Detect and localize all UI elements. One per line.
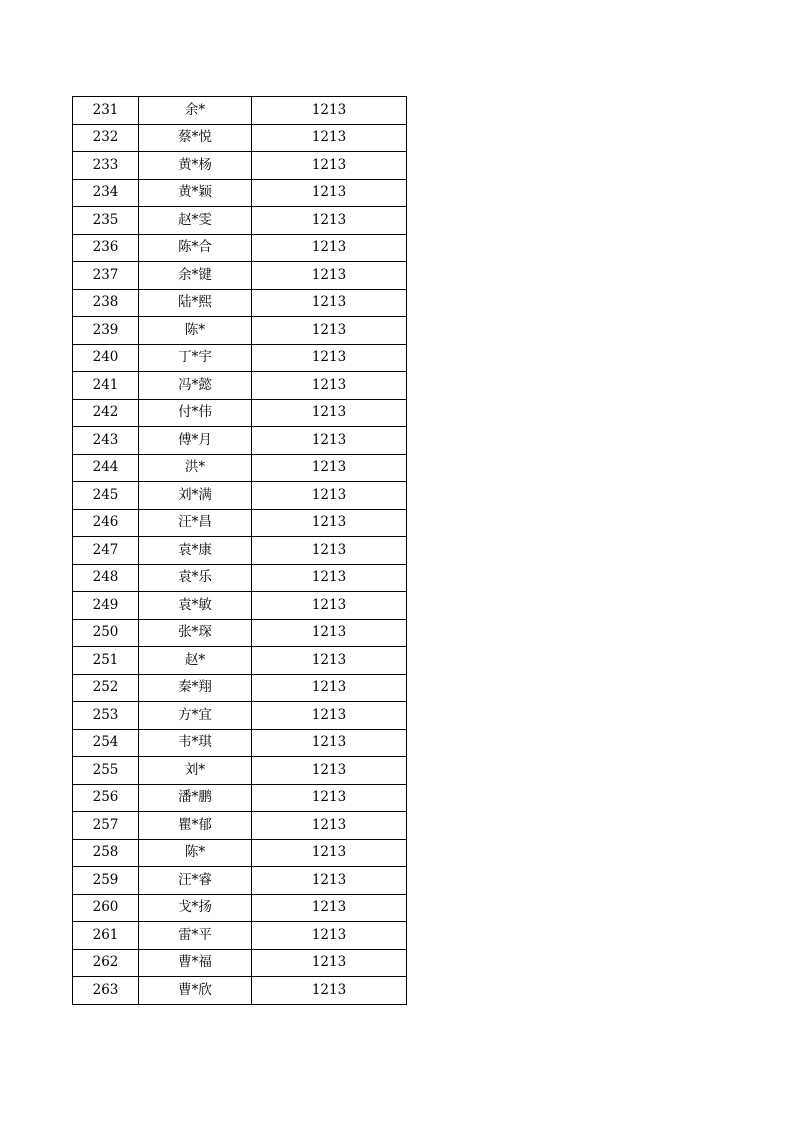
value-cell: 1213 — [252, 647, 407, 675]
name-cell: 陆*熙 — [139, 289, 252, 317]
table-row — [73, 537, 407, 565]
value-cell: 1213 — [252, 207, 407, 235]
row-number-cell: 242 — [73, 399, 139, 427]
value-cell: 1213 — [252, 702, 407, 730]
table-row — [73, 482, 407, 510]
name-cell: 张*琛 — [139, 619, 252, 647]
row-number-cell: 249 — [73, 592, 139, 620]
name-cell: 陈*合 — [139, 234, 252, 262]
value-cell: 1213 — [252, 97, 407, 125]
name-cell: 秦*翔 — [139, 674, 252, 702]
name-cell: 余* — [139, 97, 252, 125]
name-cell: 曹*福 — [139, 949, 252, 977]
value-cell: 1213 — [252, 234, 407, 262]
table-row — [73, 454, 407, 482]
table-row — [73, 702, 407, 730]
value-cell: 1213 — [252, 674, 407, 702]
row-number-cell: 259 — [73, 867, 139, 895]
value-cell: 1213 — [252, 427, 407, 455]
table-row — [73, 977, 407, 1005]
row-number-cell: 254 — [73, 729, 139, 757]
table-row — [73, 839, 407, 867]
row-number-cell: 236 — [73, 234, 139, 262]
table-row — [73, 124, 407, 152]
value-cell: 1213 — [252, 922, 407, 950]
table-row — [73, 922, 407, 950]
value-cell: 1213 — [252, 812, 407, 840]
row-number-cell: 231 — [73, 97, 139, 125]
name-cell: 黄*颖 — [139, 179, 252, 207]
value-cell: 1213 — [252, 179, 407, 207]
value-cell: 1213 — [252, 454, 407, 482]
table-row — [73, 97, 407, 125]
row-number-cell: 245 — [73, 482, 139, 510]
table-row — [73, 427, 407, 455]
table-row — [73, 812, 407, 840]
row-number-cell: 233 — [73, 152, 139, 180]
table-row — [73, 509, 407, 537]
value-cell: 1213 — [252, 757, 407, 785]
value-cell: 1213 — [252, 537, 407, 565]
table-row — [73, 592, 407, 620]
row-number-cell: 252 — [73, 674, 139, 702]
table-row — [73, 344, 407, 372]
table-row — [73, 729, 407, 757]
name-cell: 刘* — [139, 757, 252, 785]
name-cell: 丁*宇 — [139, 344, 252, 372]
table-row — [73, 757, 407, 785]
name-cell: 袁*敏 — [139, 592, 252, 620]
row-number-cell: 239 — [73, 317, 139, 345]
value-cell: 1213 — [252, 564, 407, 592]
row-number-cell: 240 — [73, 344, 139, 372]
table-row — [73, 894, 407, 922]
row-number-cell: 238 — [73, 289, 139, 317]
value-cell: 1213 — [252, 949, 407, 977]
row-number-cell: 246 — [73, 509, 139, 537]
table-row — [73, 564, 407, 592]
name-cell: 戈*扬 — [139, 894, 252, 922]
row-number-cell: 237 — [73, 262, 139, 290]
value-cell: 1213 — [252, 784, 407, 812]
row-number-cell: 256 — [73, 784, 139, 812]
name-cell: 赵* — [139, 647, 252, 675]
row-number-cell: 262 — [73, 949, 139, 977]
row-number-cell: 257 — [73, 812, 139, 840]
row-number-cell: 234 — [73, 179, 139, 207]
name-cell: 陈* — [139, 317, 252, 345]
name-cell: 黄*杨 — [139, 152, 252, 180]
row-number-cell: 250 — [73, 619, 139, 647]
value-cell: 1213 — [252, 262, 407, 290]
value-cell: 1213 — [252, 619, 407, 647]
value-cell: 1213 — [252, 289, 407, 317]
name-cell: 蔡*悦 — [139, 124, 252, 152]
data-table — [72, 96, 407, 1005]
value-cell: 1213 — [252, 592, 407, 620]
name-cell: 瞿*郁 — [139, 812, 252, 840]
name-cell: 汪*睿 — [139, 867, 252, 895]
table-row — [73, 234, 407, 262]
value-cell: 1213 — [252, 509, 407, 537]
value-cell: 1213 — [252, 399, 407, 427]
row-number-cell: 255 — [73, 757, 139, 785]
value-cell: 1213 — [252, 977, 407, 1005]
row-number-cell: 258 — [73, 839, 139, 867]
row-number-cell: 232 — [73, 124, 139, 152]
table-row — [73, 784, 407, 812]
value-cell: 1213 — [252, 372, 407, 400]
row-number-cell: 260 — [73, 894, 139, 922]
name-cell: 韦*琪 — [139, 729, 252, 757]
table-row — [73, 949, 407, 977]
row-number-cell: 251 — [73, 647, 139, 675]
table-row — [73, 262, 407, 290]
name-cell: 陈* — [139, 839, 252, 867]
name-cell: 袁*康 — [139, 537, 252, 565]
table-row — [73, 674, 407, 702]
name-cell: 潘*鹏 — [139, 784, 252, 812]
value-cell: 1213 — [252, 317, 407, 345]
name-cell: 付*伟 — [139, 399, 252, 427]
table-row — [73, 289, 407, 317]
name-cell: 曹*欣 — [139, 977, 252, 1005]
value-cell: 1213 — [252, 867, 407, 895]
name-cell: 冯*懿 — [139, 372, 252, 400]
name-cell: 余*键 — [139, 262, 252, 290]
value-cell: 1213 — [252, 729, 407, 757]
table-row — [73, 317, 407, 345]
row-number-cell: 247 — [73, 537, 139, 565]
table-row — [73, 372, 407, 400]
name-cell: 赵*雯 — [139, 207, 252, 235]
row-number-cell: 241 — [73, 372, 139, 400]
name-cell: 刘*满 — [139, 482, 252, 510]
table-row — [73, 179, 407, 207]
name-cell: 傅*月 — [139, 427, 252, 455]
name-cell: 袁*乐 — [139, 564, 252, 592]
row-number-cell: 243 — [73, 427, 139, 455]
name-cell: 方*宜 — [139, 702, 252, 730]
row-number-cell: 253 — [73, 702, 139, 730]
value-cell: 1213 — [252, 839, 407, 867]
name-cell: 雷*平 — [139, 922, 252, 950]
row-number-cell: 263 — [73, 977, 139, 1005]
value-cell: 1213 — [252, 482, 407, 510]
value-cell: 1213 — [252, 124, 407, 152]
row-number-cell: 248 — [73, 564, 139, 592]
value-cell: 1213 — [252, 344, 407, 372]
table-row — [73, 207, 407, 235]
row-number-cell: 261 — [73, 922, 139, 950]
table-row — [73, 152, 407, 180]
table-body — [73, 97, 407, 1005]
table-row — [73, 619, 407, 647]
table-row — [73, 867, 407, 895]
name-cell: 洪* — [139, 454, 252, 482]
row-number-cell: 244 — [73, 454, 139, 482]
table-row — [73, 399, 407, 427]
table-row — [73, 647, 407, 675]
value-cell: 1213 — [252, 152, 407, 180]
row-number-cell: 235 — [73, 207, 139, 235]
name-cell: 汪*昌 — [139, 509, 252, 537]
value-cell: 1213 — [252, 894, 407, 922]
